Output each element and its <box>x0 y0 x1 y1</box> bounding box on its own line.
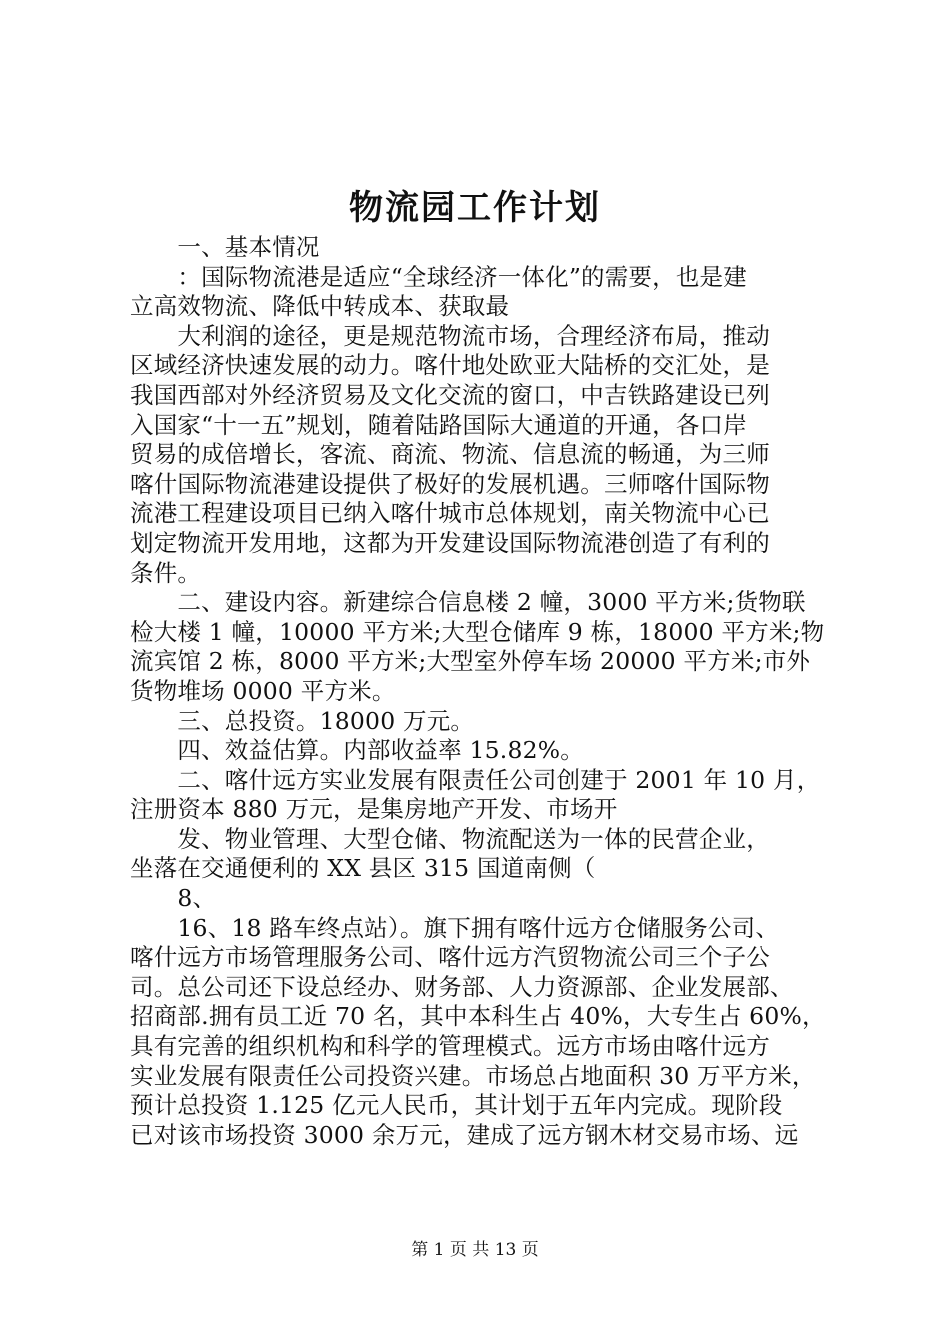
text-line: 条件。 <box>130 558 202 587</box>
text-line: 8、 <box>130 884 217 913</box>
text-line: ：国际物流港是适应“全球经济一体化”的需要，也是建 <box>130 262 747 291</box>
text-line: 我国西部对外经济贸易及文化交流的窗口，中吉铁路建设已列 <box>130 380 770 409</box>
document-body <box>130 233 836 1150</box>
text-line: 三、总投资。18000 万元。 <box>130 706 475 735</box>
page-footer: 第 1 页 共 13 页 <box>411 1240 539 1260</box>
text-line: 招商部.拥有员工近 70 名，其中本科生占 40%，大专生占 60%， <box>130 1002 826 1031</box>
text-line: 发、物业管理、大型仓储、物流配送为一体的民营企业， <box>130 824 770 853</box>
document-title: 物流园工作计划 <box>349 188 601 228</box>
text-line: 货物堆场 0000 平方米。 <box>130 676 396 705</box>
text-line: 入国家“十一五”规划，随着陆路国际大通道的开通，各口岸 <box>130 410 747 439</box>
text-line: 司。总公司还下设总经办、财务部、人力资源部、企业发展部、 <box>130 972 794 1001</box>
text-line: 划定物流开发用地，这都为开发建设国际物流港创造了有利的 <box>130 528 770 557</box>
text-line: 大利润的途径，更是规范物流市场，合理经济布局，推动 <box>130 321 770 350</box>
text-line: 贸易的成倍增长，客流、商流、物流、信息流的畅通，为三师 <box>130 440 770 469</box>
text-line: 一、基本情况 <box>130 233 320 261</box>
text-line: 喀什远方市场管理服务公司、喀什远方汽贸物流公司三个子公 <box>130 943 770 972</box>
text-line: 流宾馆 2 栋，8000 平方米;大型室外停车场 20000 平方米;市外 <box>130 647 811 676</box>
text-line: 立高效物流、降低中转成本、获取最 <box>130 292 510 321</box>
text-line: 区域经济快速发展的动力。喀什地处欧亚大陆桥的交汇处，是 <box>130 351 770 380</box>
text-line: 二、喀什远方实业发展有限责任公司创建于 2001 年 10 月， <box>130 765 821 794</box>
text-line: 实业发展有限责任公司投资兴建。市场总占地面积 30 万平方米， <box>130 1061 816 1090</box>
text-line: 16、18 路车终点站）。旗下拥有喀什远方仓储服务公司、 <box>130 913 780 942</box>
text-line: 注册资本 880 万元，是集房地产开发、市场开 <box>130 795 618 824</box>
text-line: 四、效益估算。内部收益率 15.82%。 <box>130 736 584 765</box>
text-line: 喀什国际物流港建设提供了极好的发展机遇。三师喀什国际物 <box>130 469 770 498</box>
text-line: 具有完善的组织机构和科学的管理模式。远方市场由喀什远方 <box>130 1032 770 1061</box>
text-line: 坐落在交通便利的 XX 县区 315 国道南侧（ <box>130 854 596 883</box>
text-line: 已对该市场投资 3000 余万元，建成了远方钢木材交易市场、远 <box>130 1120 799 1149</box>
text-line: 二、建设内容。新建综合信息楼 2 幢，3000 平方米;货物联 <box>130 588 806 617</box>
text-line: 流港工程建设项目已纳入喀什城市总体规划，南关物流中心已 <box>130 499 770 528</box>
text-line: 预计总投资 1.125 亿元人民币，其计划于五年内完成。现阶段 <box>130 1091 783 1120</box>
text-line: 检大楼 1 幢，10000 平方米;大型仓储库 9 栋，18000 平方米;物 <box>130 617 825 646</box>
